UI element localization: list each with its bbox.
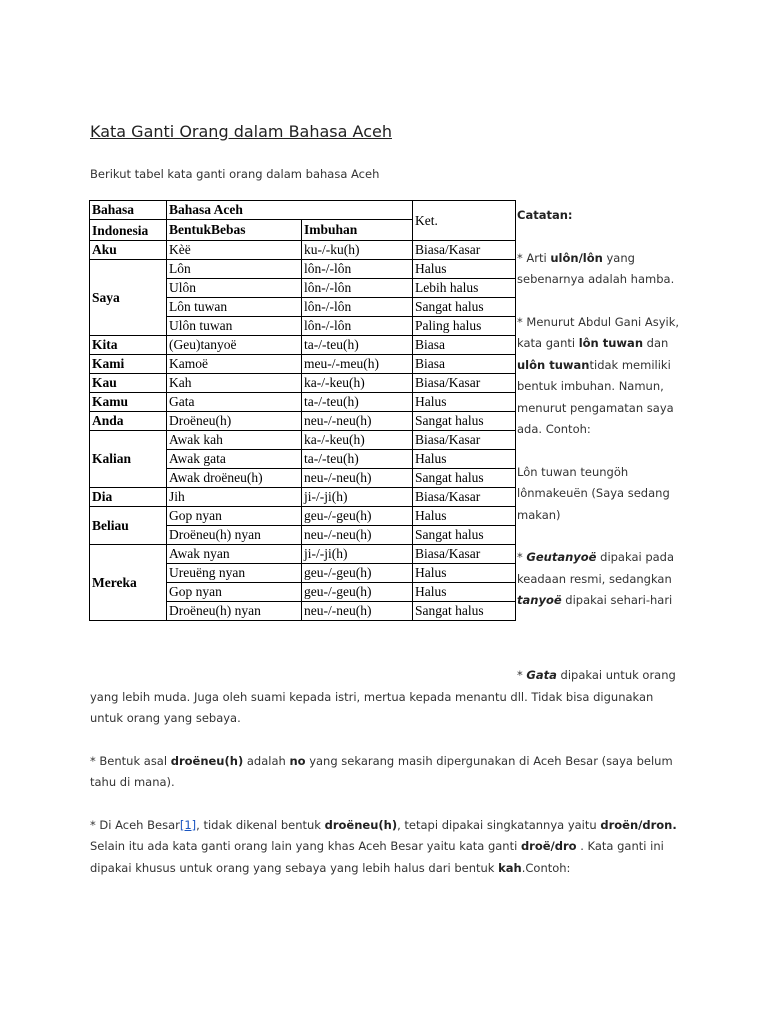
imbuhan-cell: ka-/-keu(h) xyxy=(302,374,413,393)
imbuhan-cell: neu-/-neu(h) xyxy=(302,602,413,621)
imbuhan-cell: lôn-/-lôn xyxy=(302,298,413,317)
bentuk-bebas-cell: Gop nyan xyxy=(167,507,302,526)
bentuk-bebas-cell: Droëneu(h) nyan xyxy=(167,602,302,621)
pronoun-indonesia: Dia xyxy=(90,488,167,507)
keterangan-cell: Biasa xyxy=(413,336,516,355)
table-row xyxy=(90,374,516,393)
imbuhan-cell: ji-/-ji(h) xyxy=(302,488,413,507)
keterangan-cell: Halus xyxy=(413,393,516,412)
notes-heading: Catatan: xyxy=(517,208,573,222)
pronoun-indonesia: Mereka xyxy=(90,545,167,621)
bentuk-bebas-cell: Jih xyxy=(167,488,302,507)
note-3: Lôn tuwan teungöh lônmakeuën (Saya sedang makan) xyxy=(517,464,670,522)
pronoun-indonesia: Anda xyxy=(90,412,167,431)
header-imbuhan: Imbuhan xyxy=(302,220,413,241)
keterangan-cell: Sangat halus xyxy=(413,298,516,317)
table-row xyxy=(90,336,516,355)
bentuk-bebas-cell: Lôn xyxy=(167,260,302,279)
notes-sidebar xyxy=(517,205,682,633)
imbuhan-cell: ta-/-teu(h) xyxy=(302,450,413,469)
imbuhan-cell: geu-/-geu(h) xyxy=(302,564,413,583)
pronoun-indonesia: Kau xyxy=(90,374,167,393)
table-row xyxy=(90,355,516,374)
pronoun-table xyxy=(89,200,516,621)
pronoun-indonesia: Aku xyxy=(90,241,167,260)
imbuhan-cell: neu-/-neu(h) xyxy=(302,412,413,431)
keterangan-cell: Biasa/Kasar xyxy=(413,431,516,450)
bentuk-bebas-cell: Kèë xyxy=(167,241,302,260)
imbuhan-cell: neu-/-neu(h) xyxy=(302,526,413,545)
keterangan-cell: Sangat halus xyxy=(413,526,516,545)
table-row xyxy=(90,545,516,564)
keterangan-cell: Halus xyxy=(413,450,516,469)
bentuk-bebas-cell: Lôn tuwan xyxy=(167,298,302,317)
keterangan-cell: Halus xyxy=(413,564,516,583)
body-text xyxy=(90,665,678,900)
header-bahasa: Bahasa xyxy=(90,201,167,220)
bentuk-bebas-cell: Awak gata xyxy=(167,450,302,469)
keterangan-cell: Sangat halus xyxy=(413,412,516,431)
imbuhan-cell: ji-/-ji(h) xyxy=(302,545,413,564)
imbuhan-cell: ta-/-teu(h) xyxy=(302,336,413,355)
bentuk-bebas-cell: Gata xyxy=(167,393,302,412)
keterangan-cell: Halus xyxy=(413,507,516,526)
keterangan-cell: Lebih halus xyxy=(413,279,516,298)
imbuhan-cell: neu-/-neu(h) xyxy=(302,469,413,488)
bentuk-bebas-cell: Gop nyan xyxy=(167,583,302,602)
bentuk-bebas-cell: Ureuëng nyan xyxy=(167,564,302,583)
header-ket: Ket. xyxy=(413,201,516,241)
table-row xyxy=(90,488,516,507)
bentuk-bebas-cell: Kamoë xyxy=(167,355,302,374)
header-bentuk-bebas: BentukBebas xyxy=(167,220,302,241)
bentuk-bebas-cell: Awak nyan xyxy=(167,545,302,564)
table-row xyxy=(90,241,516,260)
bentuk-bebas-cell: Ulôn xyxy=(167,279,302,298)
pronoun-indonesia: Kamu xyxy=(90,393,167,412)
pronoun-indonesia: Beliau xyxy=(90,507,167,545)
table-row xyxy=(90,260,516,279)
table-row xyxy=(90,393,516,412)
paragraph-gata: * Gata dipakai untuk orang yang lebih muda. Juga oleh suami kepada istri, mertua kepada menantu dll. Tidak bisa digunakan untuk orang yang sebaya. xyxy=(90,668,676,725)
note-4: * Geutanyoë dipakai pada keadaan resmi, sedangkan tanyoë dipakai sehari-hari xyxy=(517,550,675,607)
keterangan-cell: Biasa/Kasar xyxy=(413,545,516,564)
table-row xyxy=(90,431,516,450)
keterangan-cell: Biasa xyxy=(413,355,516,374)
imbuhan-cell: ku-/-ku(h) xyxy=(302,241,413,260)
imbuhan-cell: ka-/-keu(h) xyxy=(302,431,413,450)
footnote-link[interactable]: [1] xyxy=(179,817,197,832)
header-indonesia: Indonesia xyxy=(90,220,167,241)
table-row xyxy=(90,412,516,431)
imbuhan-cell: geu-/-geu(h) xyxy=(302,507,413,526)
bentuk-bebas-cell: Droëneu(h) nyan xyxy=(167,526,302,545)
note-1: * Arti ulôn/lôn yang sebenarnya adalah hamba. xyxy=(517,250,675,286)
keterangan-cell: Halus xyxy=(413,260,516,279)
keterangan-cell: Biasa/Kasar xyxy=(413,488,516,507)
keterangan-cell: Biasa/Kasar xyxy=(413,374,516,393)
bentuk-bebas-cell: Ulôn tuwan xyxy=(167,317,302,336)
keterangan-cell: Paling halus xyxy=(413,317,516,336)
page-title: Kata Ganti Orang dalam Bahasa Aceh xyxy=(90,122,392,141)
keterangan-cell: Sangat halus xyxy=(413,602,516,621)
keterangan-cell: Sangat halus xyxy=(413,469,516,488)
imbuhan-cell: ta-/-teu(h) xyxy=(302,393,413,412)
imbuhan-cell: geu-/-geu(h) xyxy=(302,583,413,602)
bentuk-bebas-cell: (Geu)tanyoë xyxy=(167,336,302,355)
pronoun-indonesia: Kita xyxy=(90,336,167,355)
pronoun-indonesia: Saya xyxy=(90,260,167,336)
note-2: * Menurut Abdul Gani Asyik, kata ganti lôn tuwan dan ulôn tuwantidak memiliki bentuk imbuhan. Namun, menurut pengamatan saya ada. Contoh: xyxy=(517,314,680,436)
imbuhan-cell: meu-/-meu(h) xyxy=(302,355,413,374)
bentuk-bebas-cell: Awak droëneu(h) xyxy=(167,469,302,488)
intro-text: Berikut tabel kata ganti orang dalam bahasa Aceh xyxy=(90,167,380,181)
bentuk-bebas-cell: Awak kah xyxy=(167,431,302,450)
bentuk-bebas-cell: Droëneu(h) xyxy=(167,412,302,431)
imbuhan-cell: lôn-/-lôn xyxy=(302,279,413,298)
table-row xyxy=(90,507,516,526)
keterangan-cell: Biasa/Kasar xyxy=(413,241,516,260)
pronoun-indonesia: Kalian xyxy=(90,431,167,488)
keterangan-cell: Halus xyxy=(413,583,516,602)
paragraph-droeneu: * Bentuk asal droëneu(h) adalah no yang sekarang masih dipergunakan di Aceh Besar (saya belum tahu di mana). xyxy=(90,753,673,789)
header-bahasa-aceh: Bahasa Aceh xyxy=(167,201,413,220)
paragraph-aceh-besar: * Di Aceh Besar[1], tidak dikenal bentuk droëneu(h), tetapi dipakai singkatannya yaitu droën/dron. Selain itu ada kata ganti orang lain yang khas Aceh Besar yaitu kata ganti droë/dro . Kata ganti ini dipakai khusus untuk orang yang sebaya yang lebih halus dari bentuk kah.Contoh: xyxy=(90,817,677,875)
pronoun-indonesia: Kami xyxy=(90,355,167,374)
imbuhan-cell: lôn-/-lôn xyxy=(302,317,413,336)
imbuhan-cell: lôn-/-lôn xyxy=(302,260,413,279)
bentuk-bebas-cell: Kah xyxy=(167,374,302,393)
